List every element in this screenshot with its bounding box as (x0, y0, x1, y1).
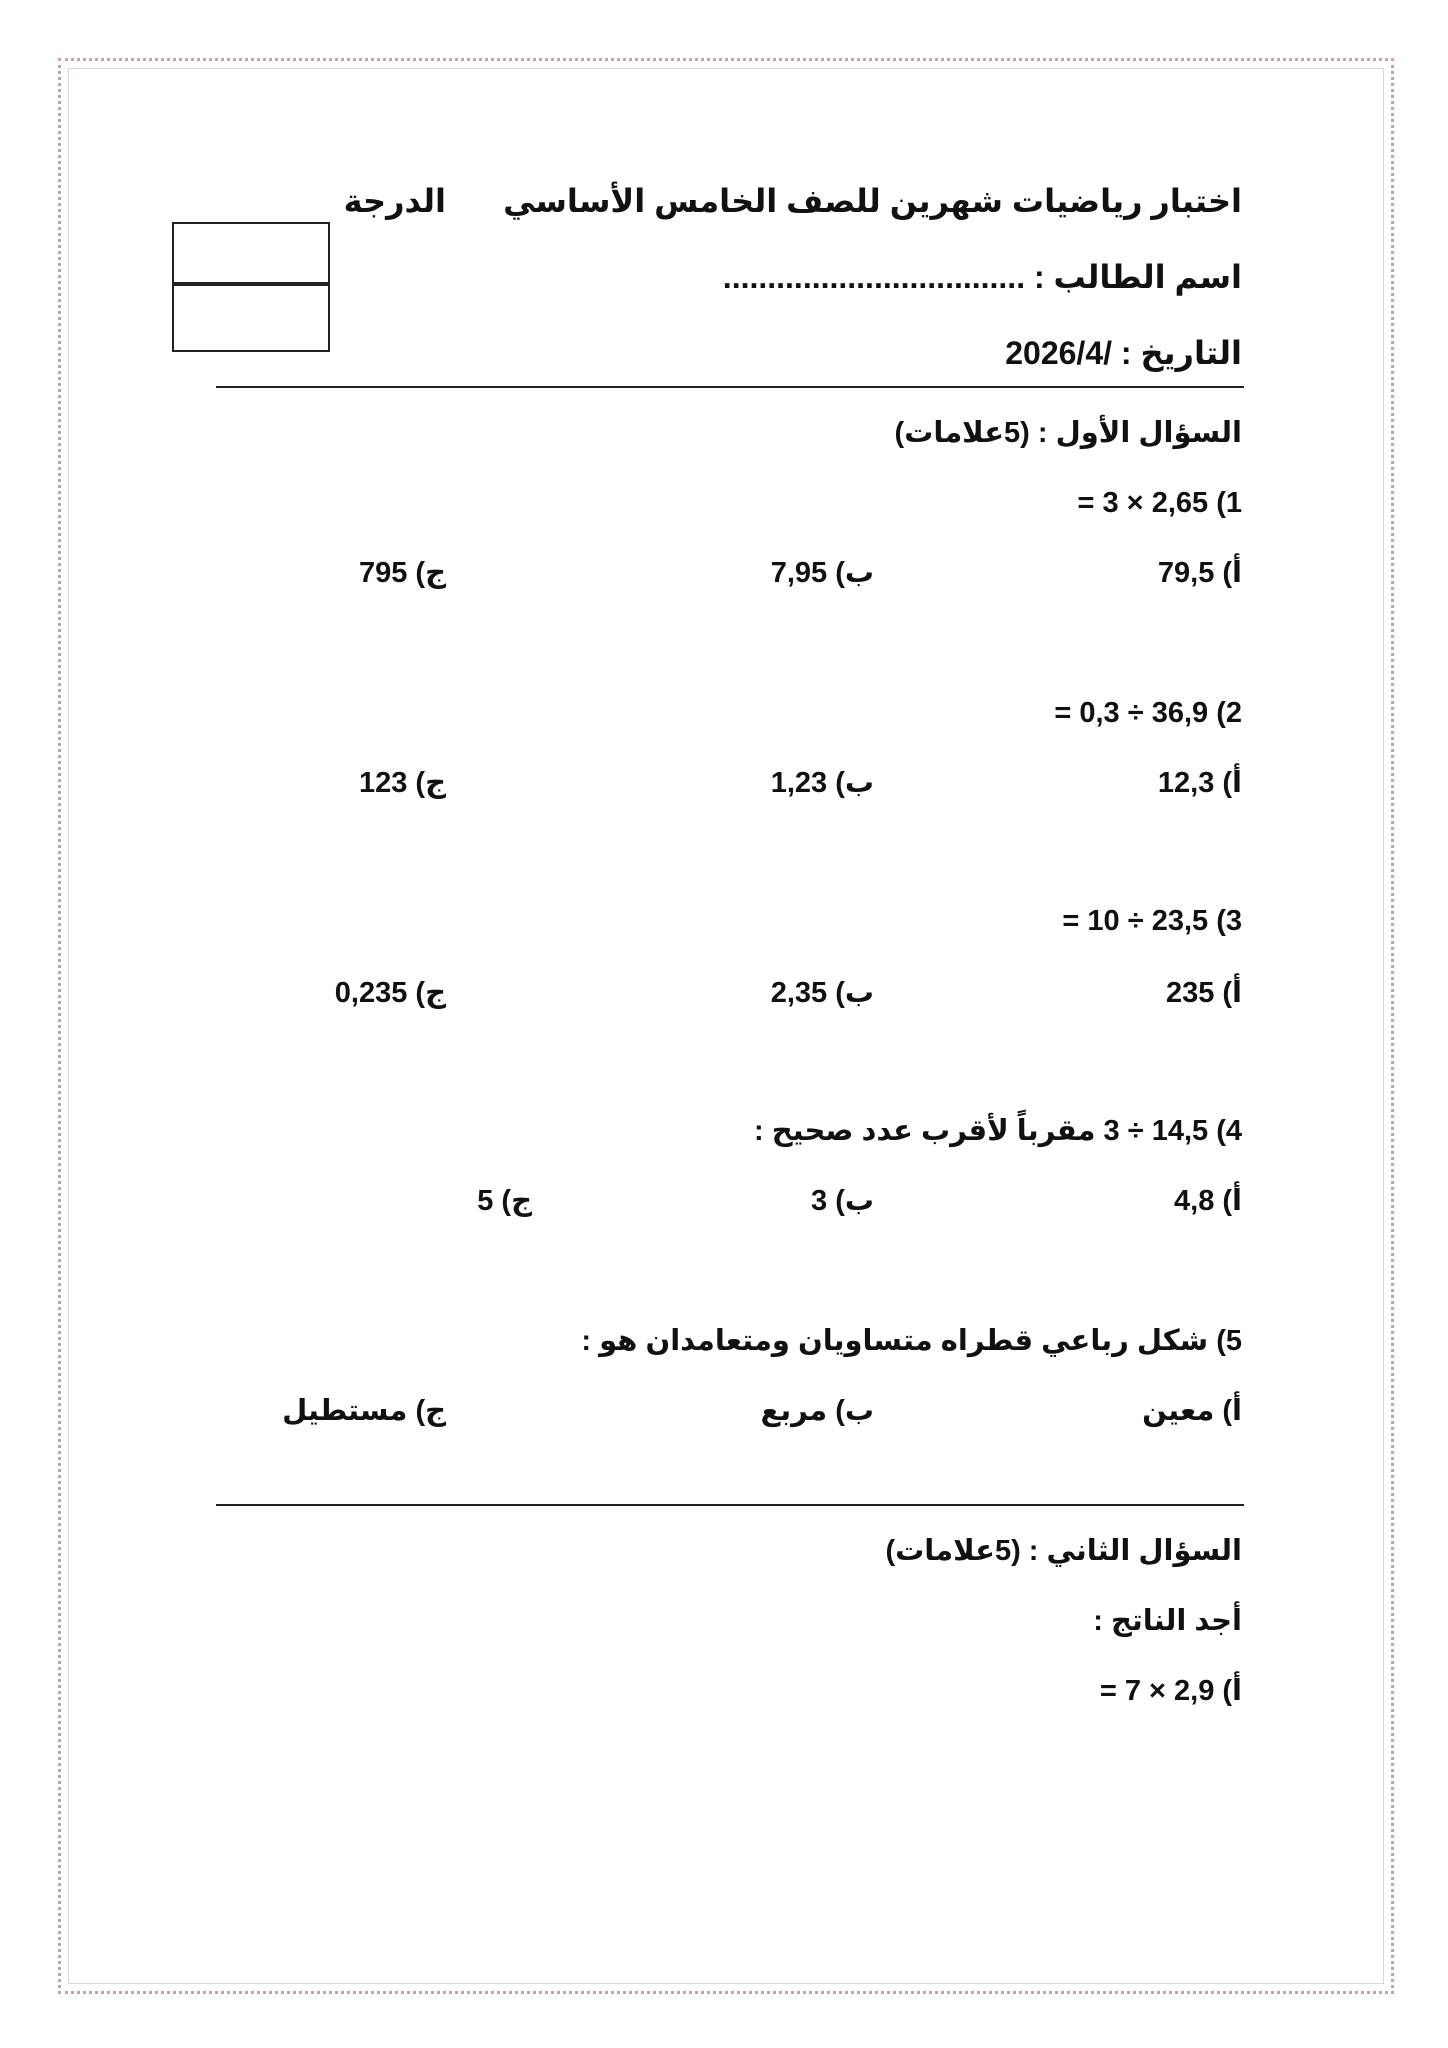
q1-item-4-option-c: ج) 5 (477, 1185, 532, 1217)
q1-item-2-option-a: أ) 12,3 (1157, 767, 1242, 799)
q1-item-4-option-a: أ) 4,8 (1174, 1185, 1242, 1217)
divider-1 (216, 386, 1244, 388)
q2-instruction: أجد الناتج : (1093, 1605, 1242, 1637)
q1-item-2-option-b: ب) 1,23 (770, 767, 874, 799)
q1-item-5-option-a: أ) معين (1142, 1395, 1242, 1427)
q1-item-3: 3) 23,5 ÷ 10 = (1062, 905, 1242, 937)
date-line: التاريخ : /2026/4 (1005, 335, 1242, 371)
q1-item-5-option-b: ب) مربع (760, 1395, 874, 1427)
q1-item-4: 4) 14,5 ÷ 3 مقرباً لأقرب عدد صحيح : (754, 1115, 1242, 1147)
q2-heading: السؤال الثاني : (5علامات) (885, 1535, 1242, 1567)
q2-item-a: أ) 2,9 × 7 = (1099, 1675, 1242, 1707)
q1-item-3-option-b: ب) 2,35 (770, 977, 874, 1009)
q1-heading: السؤال الأول : (5علامات) (894, 417, 1242, 449)
divider-2 (216, 1504, 1244, 1506)
exam-title: اختبار رياضيات شهرين للصف الخامس الأساسي (503, 183, 1242, 219)
q1-item-5: 5) شكل رباعي قطراه متساويان ومتعامدان هو : (581, 1325, 1242, 1357)
grade-box-top (172, 222, 330, 284)
grade-box-bottom (172, 284, 330, 352)
q1-item-3-option-a: أ) 235 (1165, 977, 1242, 1009)
q1-item-3-option-c: ج) 0,235 (334, 977, 446, 1009)
q1-item-5-option-c: ج) مستطيل (282, 1395, 446, 1427)
q1-item-4-option-b: ب) 3 (811, 1185, 874, 1217)
student-name-line: اسم الطالب : .................................. (722, 259, 1242, 295)
q1-item-2: 2) 36,9 ÷ 0,3 = (1054, 697, 1242, 729)
q1-item-1-option-c: ج) 795 (358, 557, 446, 589)
q1-item-1: 1) 2,65 × 3 = (1077, 487, 1242, 519)
grade-label: الدرجة (343, 183, 446, 219)
q1-item-2-option-c: ج) 123 (358, 767, 446, 799)
q1-item-1-option-b: ب) 7,95 (770, 557, 874, 589)
q1-item-1-option-a: أ) 79,5 (1157, 557, 1242, 589)
